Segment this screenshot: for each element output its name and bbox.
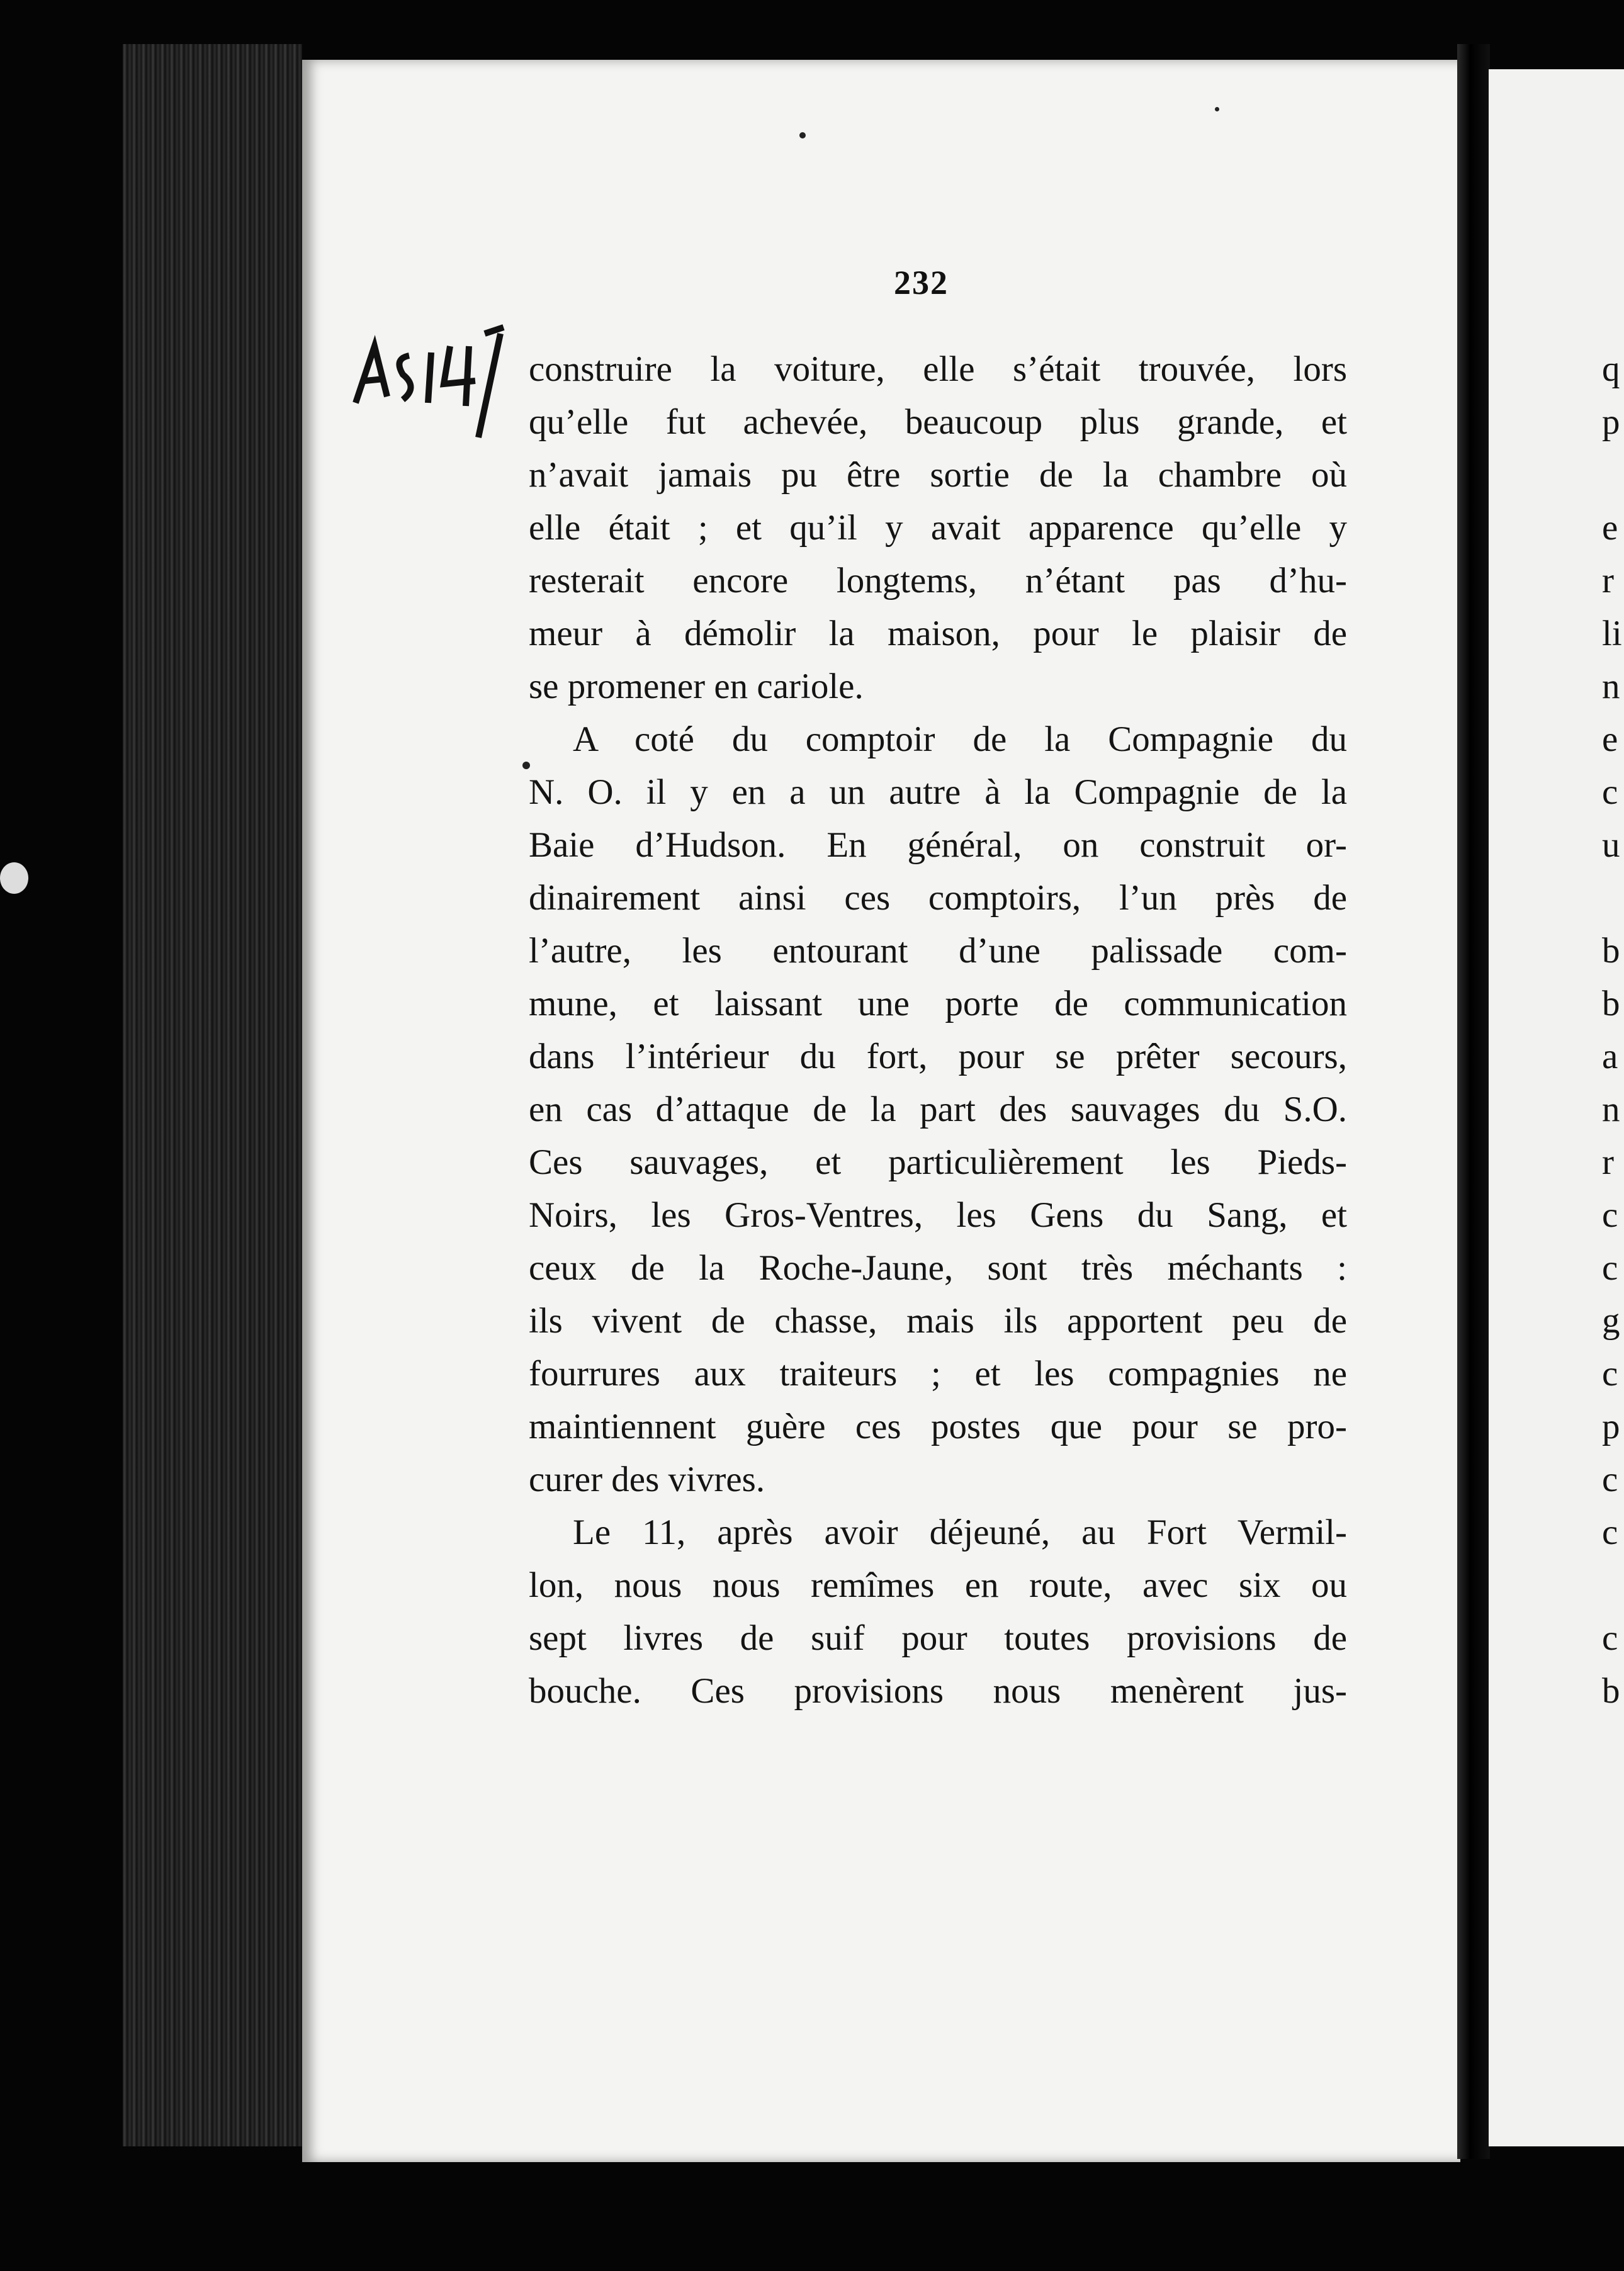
text-line: Baie d’Hudson. En général, on construit or- [529, 825, 1347, 865]
text-line: Ces sauvages, et particulièrement les Pieds- [529, 1142, 1347, 1182]
text-line: meur à démolir la maison, pour le plaisir de [529, 614, 1347, 653]
facing-page-fragment: g [1602, 1301, 1620, 1341]
facing-page-fragment: b [1602, 984, 1620, 1023]
text-line: bouche. Ces provisions nous menèrent jus- [529, 1671, 1347, 1711]
text-line: maintiennent guère ces postes que pour se pro- [529, 1407, 1347, 1446]
facing-page-fragment [1602, 1559, 1624, 1612]
text-line: ils vivent de chasse, mais ils apportent peu de [529, 1301, 1347, 1341]
text-line: elle était ; et qu’il y avait apparence qu’elle y [529, 508, 1347, 548]
facing-page-fragment [1602, 872, 1624, 925]
text-line: mune, et laissant une porte de communication [529, 984, 1347, 1023]
handwritten-margin-mark [349, 321, 513, 441]
text-line: sept livres de suif pour toutes provisions de [529, 1618, 1347, 1658]
page-body-text [529, 343, 1347, 1718]
text-line: dans l’intérieur du fort, pour se prêter secours, [529, 1037, 1347, 1076]
text-line: l’autre, les entourant d’une palissade com- [529, 931, 1347, 971]
text-line: fourrures aux traiteurs ; et les compagnies ne [529, 1354, 1347, 1394]
facing-page-fragment: e [1602, 719, 1618, 759]
facing-page-fragment: b [1602, 1671, 1620, 1711]
facing-page-fragment [1602, 449, 1624, 502]
text-line: resterait encore longtems, n’étant pas d’hu- [529, 561, 1347, 600]
text-line: qu’elle fut achevée, beaucoup plus grande, et [529, 402, 1347, 442]
facing-page-fragment: r [1602, 1142, 1614, 1182]
facing-page-text-fragments [1602, 343, 1624, 1718]
book-spine-edge [123, 44, 302, 2146]
facing-page-fragment: c [1602, 1248, 1618, 1288]
text-line: N. O. il y en a un autre à la Compagnie de la [529, 772, 1347, 812]
page-number: 232 [894, 264, 949, 301]
facing-page-fragment: u [1602, 825, 1620, 865]
text-line: lon, nous nous remîmes en route, avec six ou [529, 1565, 1347, 1605]
text-line: en cas d’attaque de la part des sauvages du S.O. [529, 1090, 1347, 1129]
facing-page-fragment: a [1602, 1037, 1618, 1076]
facing-page-fragment: q [1602, 349, 1620, 389]
text-line: se promener en cariole. [529, 667, 864, 706]
facing-page-fragment: p [1602, 402, 1620, 442]
text-line: Noirs, les Gros-Ventres, les Gens du Sang, et [529, 1195, 1347, 1235]
text-line: ceux de la Roche-Jaune, sont très méchants : [529, 1248, 1347, 1288]
text-line: n’avait jamais pu être sortie de la chambre où [529, 455, 1347, 495]
text-line: Le 11, après avoir déjeuné, au Fort Vermil- [573, 1513, 1347, 1552]
facing-page-fragment: c [1602, 1513, 1618, 1552]
facing-page-fragment: b [1602, 931, 1620, 971]
facing-page-fragment: c [1602, 1354, 1618, 1394]
facing-page-fragment: c [1602, 1195, 1618, 1235]
facing-page-fragment: r [1602, 561, 1614, 600]
text-line: curer des vivres. [529, 1460, 765, 1499]
facing-page-fragment: li [1602, 614, 1622, 653]
text-line: A coté du comptoir de la Compagnie du [573, 719, 1347, 759]
text-line: construire la voiture, elle s’était trouvée, lors [529, 349, 1347, 389]
facing-page-fragment: n [1602, 667, 1620, 706]
facing-page-fragment: c [1602, 1618, 1618, 1658]
facing-page-fragment: c [1602, 772, 1618, 812]
facing-page-fragment: p [1602, 1407, 1620, 1446]
page-gutter [1457, 44, 1490, 2159]
facing-page-fragment: c [1602, 1460, 1618, 1499]
facing-page-fragment: e [1602, 508, 1618, 548]
facing-page-fragment: n [1602, 1090, 1620, 1129]
text-line: dinairement ainsi ces comptoirs, l’un près de [529, 878, 1347, 918]
